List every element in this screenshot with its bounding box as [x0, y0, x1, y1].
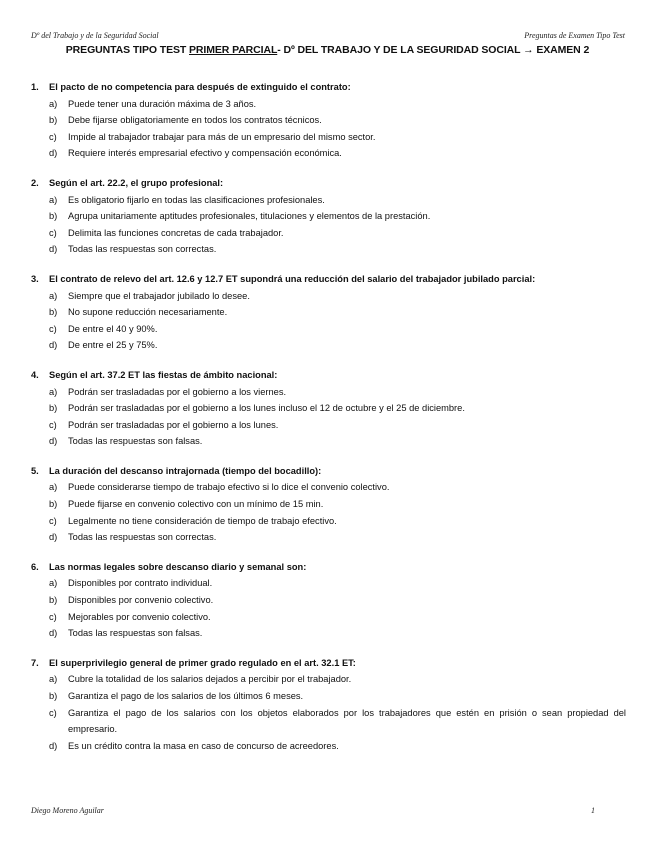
- option-letter: c): [49, 611, 57, 622]
- option-letter: a): [49, 578, 58, 589]
- question-stem: [31, 559, 626, 576]
- answer-option: [49, 145, 626, 162]
- question-stem: [31, 271, 626, 288]
- option-letter: a): [49, 482, 58, 493]
- option-text: Disponibles por contrato individual.: [68, 578, 213, 589]
- answer-option: [49, 96, 626, 113]
- option-letter: a): [49, 194, 58, 205]
- option-text: Puede tener una duración máxima de 3 años.: [68, 98, 257, 109]
- option-text: Garantiza el pago de los salarios de los últimos 6 meses.: [68, 691, 304, 701]
- option-text: Agrupa unitariamente aptitudes profesionales, titulaciones y elementos de la prestación.: [68, 211, 431, 222]
- option-letter: a): [49, 290, 58, 301]
- answer-option: [49, 192, 626, 209]
- answer-option: [49, 625, 626, 642]
- option-text: Cubre la totalidad de los salarios dejados a percibir por el trabajador.: [68, 674, 352, 685]
- question-stem: [31, 175, 626, 192]
- option-text: No supone reducción necesariamente.: [68, 307, 228, 318]
- answer-option: [49, 112, 626, 129]
- answer-option: [49, 609, 626, 626]
- answer-option: [49, 705, 626, 738]
- question-stem: [31, 367, 626, 384]
- option-text: Impide al trabajador trabajar para más de un empresario del mismo sector.: [68, 131, 376, 142]
- option-text: Es un crédito contra la masa en caso de concurso de acreedores.: [68, 740, 339, 751]
- question-number: 5.: [31, 465, 39, 476]
- question-text: La duración del descanso intrajornada (tiempo del bocadillo):: [49, 465, 322, 476]
- header-left-text: Dº del Trabajo y de la Seguridad Social: [31, 31, 159, 40]
- option-letter: d): [49, 532, 58, 543]
- answer-option: [49, 129, 626, 146]
- option-text: De entre el 25 y 75%.: [68, 340, 158, 351]
- question-item: [31, 655, 626, 755]
- answer-option: [49, 208, 626, 225]
- answer-option: [49, 671, 626, 688]
- option-letter: b): [49, 307, 58, 318]
- title-underlined: PRIMER PARCIAL: [189, 44, 278, 56]
- question-stem: [31, 655, 626, 672]
- option-text: Podrán ser trasladadas por el gobierno a los viernes.: [68, 386, 287, 397]
- option-letter: c): [49, 419, 57, 430]
- option-text: Todas las respuestas son falsas.: [68, 436, 203, 447]
- answer-option: [49, 321, 626, 338]
- answer-option: [49, 688, 626, 705]
- question-number: 2.: [31, 177, 39, 188]
- option-text: Podrán ser trasladadas por el gobierno a los lunes.: [68, 419, 279, 430]
- question-number: 4.: [31, 369, 39, 380]
- option-letter: c): [49, 131, 57, 142]
- question-text: Según el art. 22.2, el grupo profesional:: [49, 177, 224, 188]
- title-part-2: - Dº DEL TRABAJO Y DE LA SEGURIDAD SOCIAL → EXAMEN 2: [277, 44, 590, 56]
- answer-option: [49, 288, 626, 305]
- option-text: Garantiza el pago de los salarios con los objetos elaborados por los trabajadores que estén en prisión o sean propiedad del empresario.: [68, 707, 626, 735]
- option-letter: c): [49, 515, 57, 526]
- question-item: [31, 367, 626, 450]
- option-text: Podrán ser trasladadas por el gobierno a los lunes incluso el 12 de octubre y el 25 de diciembre.: [68, 403, 465, 414]
- answer-option: [49, 496, 626, 513]
- option-text: Puede fijarse en convenio colectivo con un mínimo de 15 min.: [68, 499, 324, 510]
- option-letter: c): [49, 227, 57, 238]
- option-letter: d): [49, 436, 58, 447]
- question-number: 3.: [31, 273, 39, 284]
- question-item: [31, 559, 626, 642]
- option-text: Todas las respuestas son correctas.: [68, 532, 217, 543]
- question-text: El superprivilegio general de primer grado regulado en el art. 32.1 ET:: [49, 657, 356, 668]
- footer-page-number: 1: [591, 806, 595, 815]
- option-letter: a): [49, 98, 58, 109]
- answer-option: [49, 417, 626, 434]
- option-text: Requiere interés empresarial efectivo y compensación económica.: [68, 148, 342, 159]
- answer-option: [49, 337, 626, 354]
- answer-option: [49, 225, 626, 242]
- answer-option: [49, 575, 626, 592]
- answer-option: [49, 479, 626, 496]
- answer-option: [49, 513, 626, 530]
- option-letter: b): [49, 115, 58, 126]
- question-text: Las normas legales sobre descanso diario y semanal son:: [49, 561, 307, 572]
- answer-option: [49, 529, 626, 546]
- option-text: Es obligatorio fijarlo en todas las clasificaciones profesionales.: [68, 194, 325, 205]
- option-letter: d): [49, 628, 58, 639]
- option-letter: d): [49, 148, 58, 159]
- question-item: [31, 175, 626, 258]
- option-letter: d): [49, 340, 58, 351]
- answer-option: [49, 433, 626, 450]
- option-letter: b): [49, 211, 58, 222]
- option-text: Siempre que el trabajador jubilado lo desee.: [68, 290, 250, 301]
- question-text: Según el art. 37.2 ET las fiestas de ámbito nacional:: [49, 369, 278, 380]
- option-text: Disponibles por convenio colectivo.: [68, 595, 214, 606]
- question-stem: [31, 463, 626, 480]
- title-part-1: PREGUNTAS TIPO TEST: [65, 44, 190, 56]
- option-letter: d): [49, 244, 58, 255]
- answer-option: [49, 738, 626, 755]
- answer-option: [49, 241, 626, 258]
- option-letter: c): [49, 707, 57, 718]
- document-title: [0, 44, 655, 56]
- option-letter: c): [49, 323, 57, 334]
- question-number: 1.: [31, 82, 39, 92]
- option-letter: b): [49, 499, 58, 510]
- option-text: Puede considerarse tiempo de trabajo efectivo si lo dice el convenio colectivo.: [68, 482, 390, 493]
- answer-option: [49, 400, 626, 417]
- option-letter: b): [49, 403, 58, 414]
- option-letter: b): [49, 691, 58, 701]
- option-letter: b): [49, 595, 58, 606]
- question-text: El pacto de no competencia para después de extinguido el contrato:: [49, 82, 351, 92]
- question-stem: [31, 79, 626, 96]
- option-text: Legalmente no tiene consideración de tiempo de trabajo efectivo.: [68, 515, 337, 526]
- option-text: Delimita las funciones concretas de cada trabajador.: [68, 227, 284, 238]
- option-letter: a): [49, 386, 58, 397]
- option-letter: d): [49, 740, 58, 751]
- question-item: [31, 271, 626, 354]
- question-number: 6.: [31, 561, 39, 572]
- footer-author: Diego Moreno Aguilar: [31, 806, 104, 815]
- option-text: Todas las respuestas son falsas.: [68, 628, 203, 639]
- option-text: Todas las respuestas son correctas.: [68, 244, 217, 255]
- option-text: Mejorables por convenio colectivo.: [68, 611, 211, 622]
- answer-option: [49, 384, 626, 401]
- option-letter: a): [49, 674, 58, 685]
- option-text: De entre el 40 y 90%.: [68, 323, 158, 334]
- answer-option: [49, 592, 626, 609]
- header-right-text: Preguntas de Examen Tipo Test: [524, 31, 625, 40]
- question-number: 7.: [31, 657, 39, 668]
- question-item: [31, 79, 626, 162]
- option-text: Debe fijarse obligatoriamente en todos los contratos técnicos.: [68, 115, 322, 126]
- question-item: [31, 463, 626, 546]
- questions-list: [31, 79, 626, 767]
- answer-option: [49, 304, 626, 321]
- question-text: El contrato de relevo del art. 12.6 y 12.7 ET supondrá una reducción del salario del trabajador jubilado parcial:: [49, 273, 536, 284]
